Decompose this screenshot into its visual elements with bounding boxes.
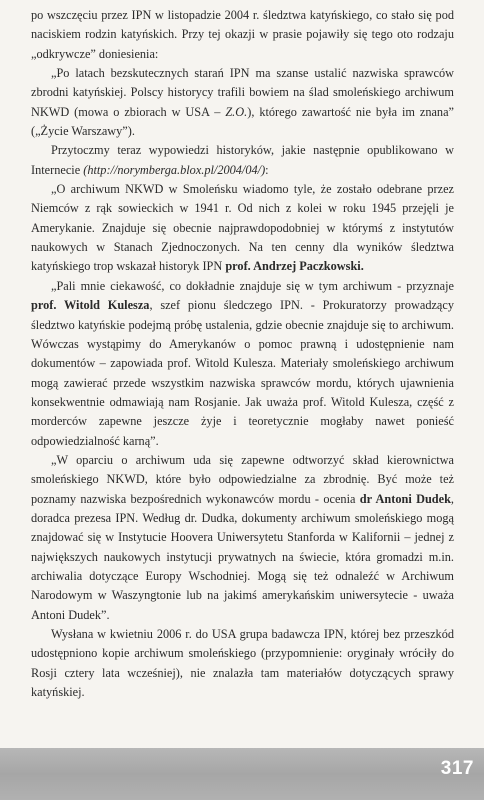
paragraph-5-quote xyxy=(31,277,454,451)
paragraph-3 xyxy=(31,141,454,180)
paragraph-4-quote xyxy=(31,180,454,277)
url-citation: (http://norymberga.blox.pl/2004/04/) xyxy=(83,162,266,177)
text-run: „Po latach bezskutecznych starań IPN ma szanse ustalić nazwiska sprawców zbrodni katyńskiej. Polscy historycy trafili bowiem na ślad smoleńskiego archiwum NKWD (mowa o zbiorach w USA – xyxy=(31,66,454,119)
text-run: Przytoczmy teraz wypowiedzi historyków, jakie następnie opublikowano w Internecie xyxy=(31,143,454,177)
footer-band xyxy=(0,748,484,800)
text-run-italic: Z.O. xyxy=(225,104,248,119)
text-run: „Pali mnie ciekawość, co dokładnie znajduje się w tym archiwum - przyznaje xyxy=(51,278,454,293)
page-text xyxy=(31,6,454,702)
page-number: 317 xyxy=(440,758,474,779)
text-run-bold: prof. Witold Kulesza xyxy=(31,298,150,313)
text-run: , doradca prezesa IPN. Według dr. Dudka, dokumenty archiwum smoleńskiego mogą znajdować się w Instytucie Hoovera Uniwersytetu Stanforda w Kalifornii – jednej z największych naukowych instytucji prywatnych na świecie, która gromadzi m.in. archiwalia dotyczące Europy Wschodniej. Mogą się też odnaleźć w Archiwum Narodowym w Waszyngtonie lub na jakimś amerykańskim uniwersytecie - uważa Antoni Dudek”. xyxy=(31,491,454,622)
text-run: ), którego zawartość nie była im znana” („Życie Warszawy”). xyxy=(31,104,454,139)
text-run-bold: dr Antoni Dudek xyxy=(359,491,451,506)
text-run: po wszczęciu przez IPN w listopadzie 2004 r. śledztwa katyńskiego, co stało się pod naciskiem rodzin katyńskich. Przy tej okazji w prasie pojawiły się tego oto rodzaju „odkrywcze” doniesienia: xyxy=(31,8,454,61)
text-run-bold: prof. Andrzej Paczkowski. xyxy=(225,259,364,274)
text-run: „O archiwum NKWD w Smoleńsku wiadomo tyle, że zostało odebrane przez Niemców z rąk sowieckich w 1941 r. Od nich z kolei w roku 1945 przejęli je Amerykanie. Znajduje się obecnie najprawdopodobniej w którymś z instytutów naukowych w Stanach Zjednoczonych. Na ten cenny dla wyników śledztwa katyńskiego trop wskazał historyk IPN xyxy=(31,182,454,274)
text-run: : xyxy=(265,162,269,177)
text-run: , szef pionu śledczego IPN. - Prokuratorzy prowadzący śledztwo katyńskie podejmą próbę ustalenia, gdzie obecnie znajduje się to archiwum. Wówczas wystąpimy do Amerykanów o pomoc prawną i udostępnienie nam dokumentów – zapowiada prof. Witold Kulesza. Materiały smoleńskiego archiwum mogą zawierać przede wszystkim nazwiska sprawców mordu, których ujawnienia konsekwentnie odmawiają nam Rosjanie. Jak uważa prof. Witold Kulesza, część z morderców zapewne jeszcze żyje i teoretycznie mogłaby nawet ponieść odpowiedzialność karną”. xyxy=(31,298,454,448)
paragraph-2-quote xyxy=(31,64,454,141)
text-run: Wysłana w kwietniu 2006 r. do USA grupa badawcza IPN, której bez przeszkód udostępniono kopie archiwum smoleńskiego (przypomnienie: oryginały wróciły do Rosji cztery lata wcześniej), nie znalazła tam materiałów dotyczących sprawy katyńskiej. xyxy=(31,627,454,700)
paragraph-7 xyxy=(31,625,454,702)
paragraph-6-quote xyxy=(31,451,454,625)
paragraph-1 xyxy=(31,6,454,64)
text-run: „W oparciu o archiwum uda się zapewne odtworzyć skład kierownictwa smoleńskiego NKWD, które było odpowiedzialne za zbrodnię. Być może też poznamy nazwiska bezpośrednich wykonawców mordu - ocenia xyxy=(31,452,454,506)
